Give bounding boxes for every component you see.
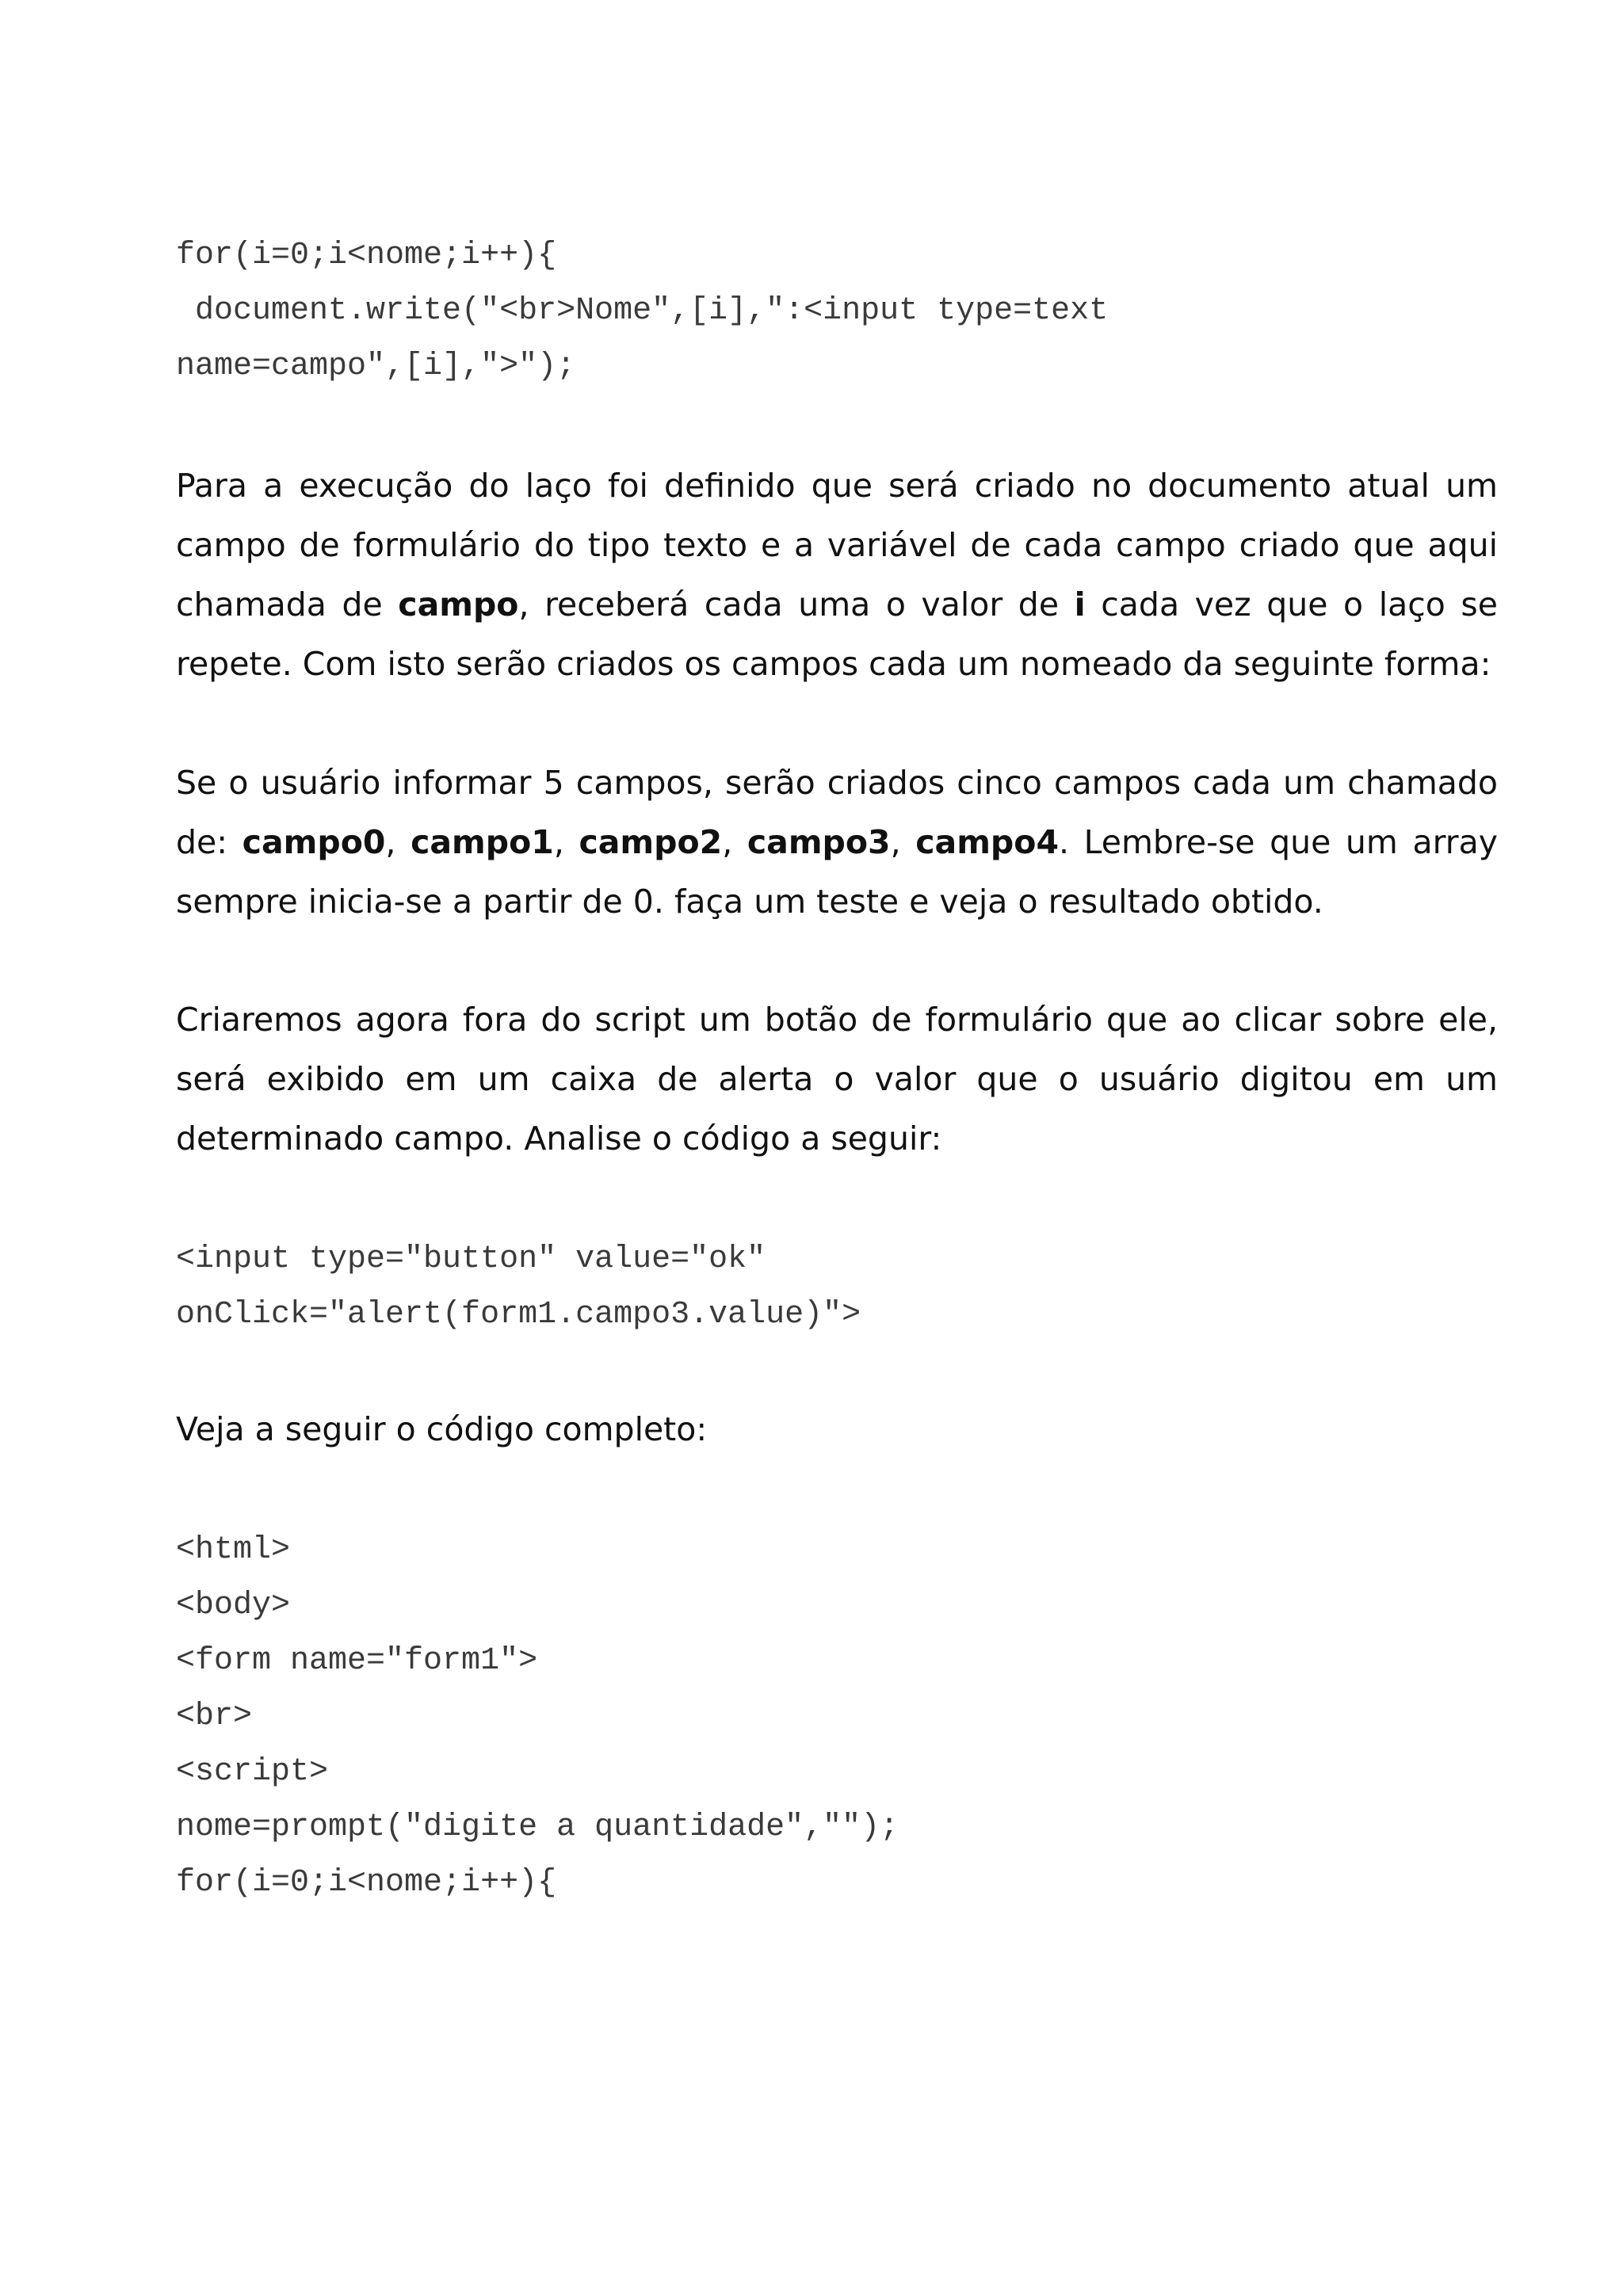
bold-term-campo1: campo1: [411, 823, 554, 861]
bold-term-campo0: campo0: [242, 823, 386, 861]
bold-term-campo3: campo3: [747, 823, 891, 861]
separator: ,: [385, 823, 411, 861]
bold-term-campo4: campo4: [915, 823, 1059, 861]
paragraph-button-intro: Criaremos agora fora do script um botão de formulário que ao clicar sobre ele, será exibido em um caixa de alerta o valor que o usuário digitou em um determinado campo. Analise o código a seguir:: [176, 1001, 1498, 1158]
document-page: [176, 228, 1498, 1911]
code-block-full: [176, 1523, 1498, 1911]
separator: ,: [890, 823, 916, 861]
paragraph-loop-explanation: [176, 456, 1498, 694]
code-line: <body>: [176, 1588, 291, 1623]
text-run: , receberá cada uma o valor de: [518, 585, 1075, 624]
code-line: <script>: [176, 1754, 329, 1790]
bold-term-campo: campo: [398, 585, 519, 624]
separator: ,: [553, 823, 579, 861]
code-block-loop: [176, 228, 1498, 395]
code-line: nome=prompt("digite a quantidade","");: [176, 1810, 899, 1845]
paragraph-full-code-intro: Veja a seguir o código completo:: [176, 1410, 708, 1448]
code-line: document.write("<br>Nome",[i],":<input type=text: [176, 293, 1109, 329]
code-line: for(i=0;i<nome;i++){: [176, 238, 557, 273]
code-line: <html>: [176, 1532, 291, 1568]
text-run: cada vez que o laço se repete. Com isto serão criados os campos cada um nomeado da seguinte forma:: [176, 585, 1498, 683]
code-line: name=campo",[i],">");: [176, 349, 576, 384]
code-block-button: [176, 1232, 1498, 1343]
code-line: for(i=0;i<nome;i++){: [176, 1865, 557, 1901]
code-line: <input type="button" value="ok": [176, 1241, 766, 1277]
bold-term-i: i: [1074, 585, 1086, 624]
text-run: Para a execução do laço foi definido que será criado no documento atual um campo de formulário do tipo texto e a variável de cada campo criado que aqui chamada de: [176, 467, 1498, 624]
text-run: Se o usuário informar 5 campos, serão criados cinco campos cada um chamado de:: [176, 764, 1498, 861]
bold-term-campo2: campo2: [579, 823, 723, 861]
separator: ,: [722, 823, 747, 861]
code-line: onClick="alert(form1.campo3.value)">: [176, 1297, 861, 1333]
code-line: <br>: [176, 1699, 253, 1734]
paragraph-field-names: [176, 753, 1498, 932]
text-run: . Lembre-se que um array sempre inicia-se a partir de 0. faça um teste e veja o resultado obtido.: [176, 823, 1498, 921]
code-line: <form name="form1">: [176, 1643, 538, 1679]
